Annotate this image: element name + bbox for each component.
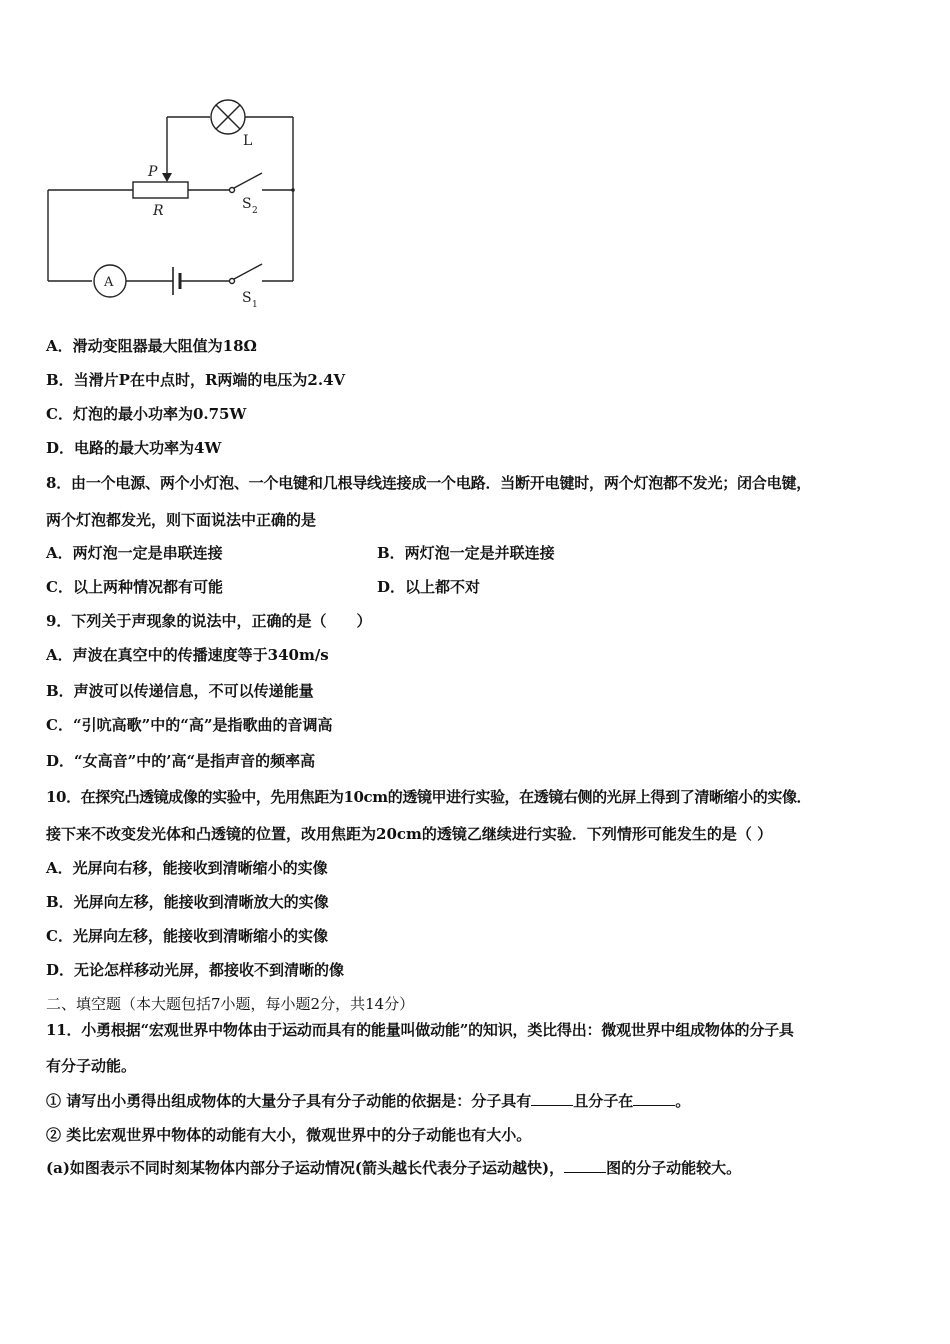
label-L: L [243,133,253,149]
switch-s1-blade [234,264,262,279]
label-S2-sub: 2 [252,206,258,216]
q8-option-b: B．两灯泡一定是并联连接 [377,544,555,562]
q8-stem-line1: 8．由一个电源、两个小灯泡、一个电键和几根导线连接成一个电路．当断开电键时，两个灯泡都不发光；闭合电键， [46,474,812,492]
circuit-diagram [40,95,310,315]
q10-stem-line2: 接下来不改变发光体和凸透镜的位置，改用焦距为20cm的透镜乙继续进行实验．下列情形可能发生的是（ ） [46,825,773,843]
label-S1: S [242,290,252,306]
label-S2: S [242,196,252,212]
section-title: 二、填空题（本大题包括7小题，每小题2分，共14分） [46,995,415,1013]
q10-stem-line1: 10．在探究凸透镜成像的实验中，先用焦距为10cm的透镜甲进行实验，在透镜右侧的光屏上得到了清晰缩小的实像． [46,788,812,806]
q11-part-a [46,1158,741,1178]
q8-option-a: A．两灯泡一定是串联连接 [46,544,223,562]
q8-stem-line2: 两个灯泡都发光，则下面说法中正确的是 [46,511,317,529]
q10-option-a: A．光屏向右移，能接收到清晰缩小的实像 [46,859,328,877]
q10-option-b: B．光屏向左移，能接收到清晰放大的实像 [46,893,329,911]
resistor-R [133,182,188,198]
label-A: A [104,275,114,290]
label-R: R [153,203,164,219]
q11-part2: ② 类比宏观世界中物体的动能有大小，微观世界中的分子动能也有大小。 [46,1126,532,1144]
label-S1-sub: 1 [252,300,258,310]
q11-blank-3[interactable] [564,1158,606,1173]
q10-option-d: D．无论怎样移动光屏，都接收不到清晰的像 [46,961,345,979]
q9-option-c: C．“引吭高歌”中的“高”是指歌曲的音调高 [46,716,333,734]
q10-option-c: C．光屏向左移，能接收到清晰缩小的实像 [46,927,328,945]
switch-s2-blade [234,173,262,188]
q11-part1 [46,1091,690,1111]
q8-option-d: D．以上都不对 [377,578,481,596]
q11-part-a-text-2: 图的分子动能较大。 [606,1159,742,1177]
q9-stem: 9．下列关于声现象的说法中，正确的是（ ） [46,612,372,630]
q11-part1-text-a: ① 请写出小勇得出组成物体的大量分子具有分子动能的依据是：分子具有 [46,1092,532,1110]
q7-option-d: D．电路的最大功率为4W [46,439,222,457]
junction-dot [291,188,295,192]
q11-stem-line1: 11．小勇根据“宏观世界中物体由于运动而具有的能量叫做动能”的知识，类比得出：微观世界中组成物体的分子具 [46,1021,794,1039]
q7-option-c: C．灯泡的最小功率为0.75W [46,405,247,423]
q11-blank-1[interactable] [531,1091,573,1106]
q9-option-a: A．声波在真空中的传播速度等于340m/s [46,646,329,664]
q9-option-b: B．声波可以传递信息，不可以传递能量 [46,682,314,700]
q7-option-a: A．滑动变阻器最大阻值为18Ω [46,337,257,355]
q11-part-a-text-1: (a)如图表示不同时刻某物体内部分子运动情况(箭头越长代表分子运动越快)， [46,1159,565,1177]
label-P: P [148,164,158,180]
slider-arrow-icon [162,173,172,182]
q11-part1-text-b: 且分子在 [573,1092,634,1110]
q9-option-d: D．“女高音”中的’高“是指声音的频率高 [46,752,316,770]
q7-option-b: B．当滑片P在中点时，R两端的电压为2.4V [46,371,346,389]
q11-stem-line2: 有分子动能。 [46,1057,137,1075]
switch-s2-pivot [230,188,235,193]
q8-option-c: C．以上两种情况都有可能 [46,578,223,596]
switch-s1-pivot [230,279,235,284]
q11-blank-2[interactable] [633,1091,675,1106]
q11-part1-text-c: 。 [675,1092,691,1110]
